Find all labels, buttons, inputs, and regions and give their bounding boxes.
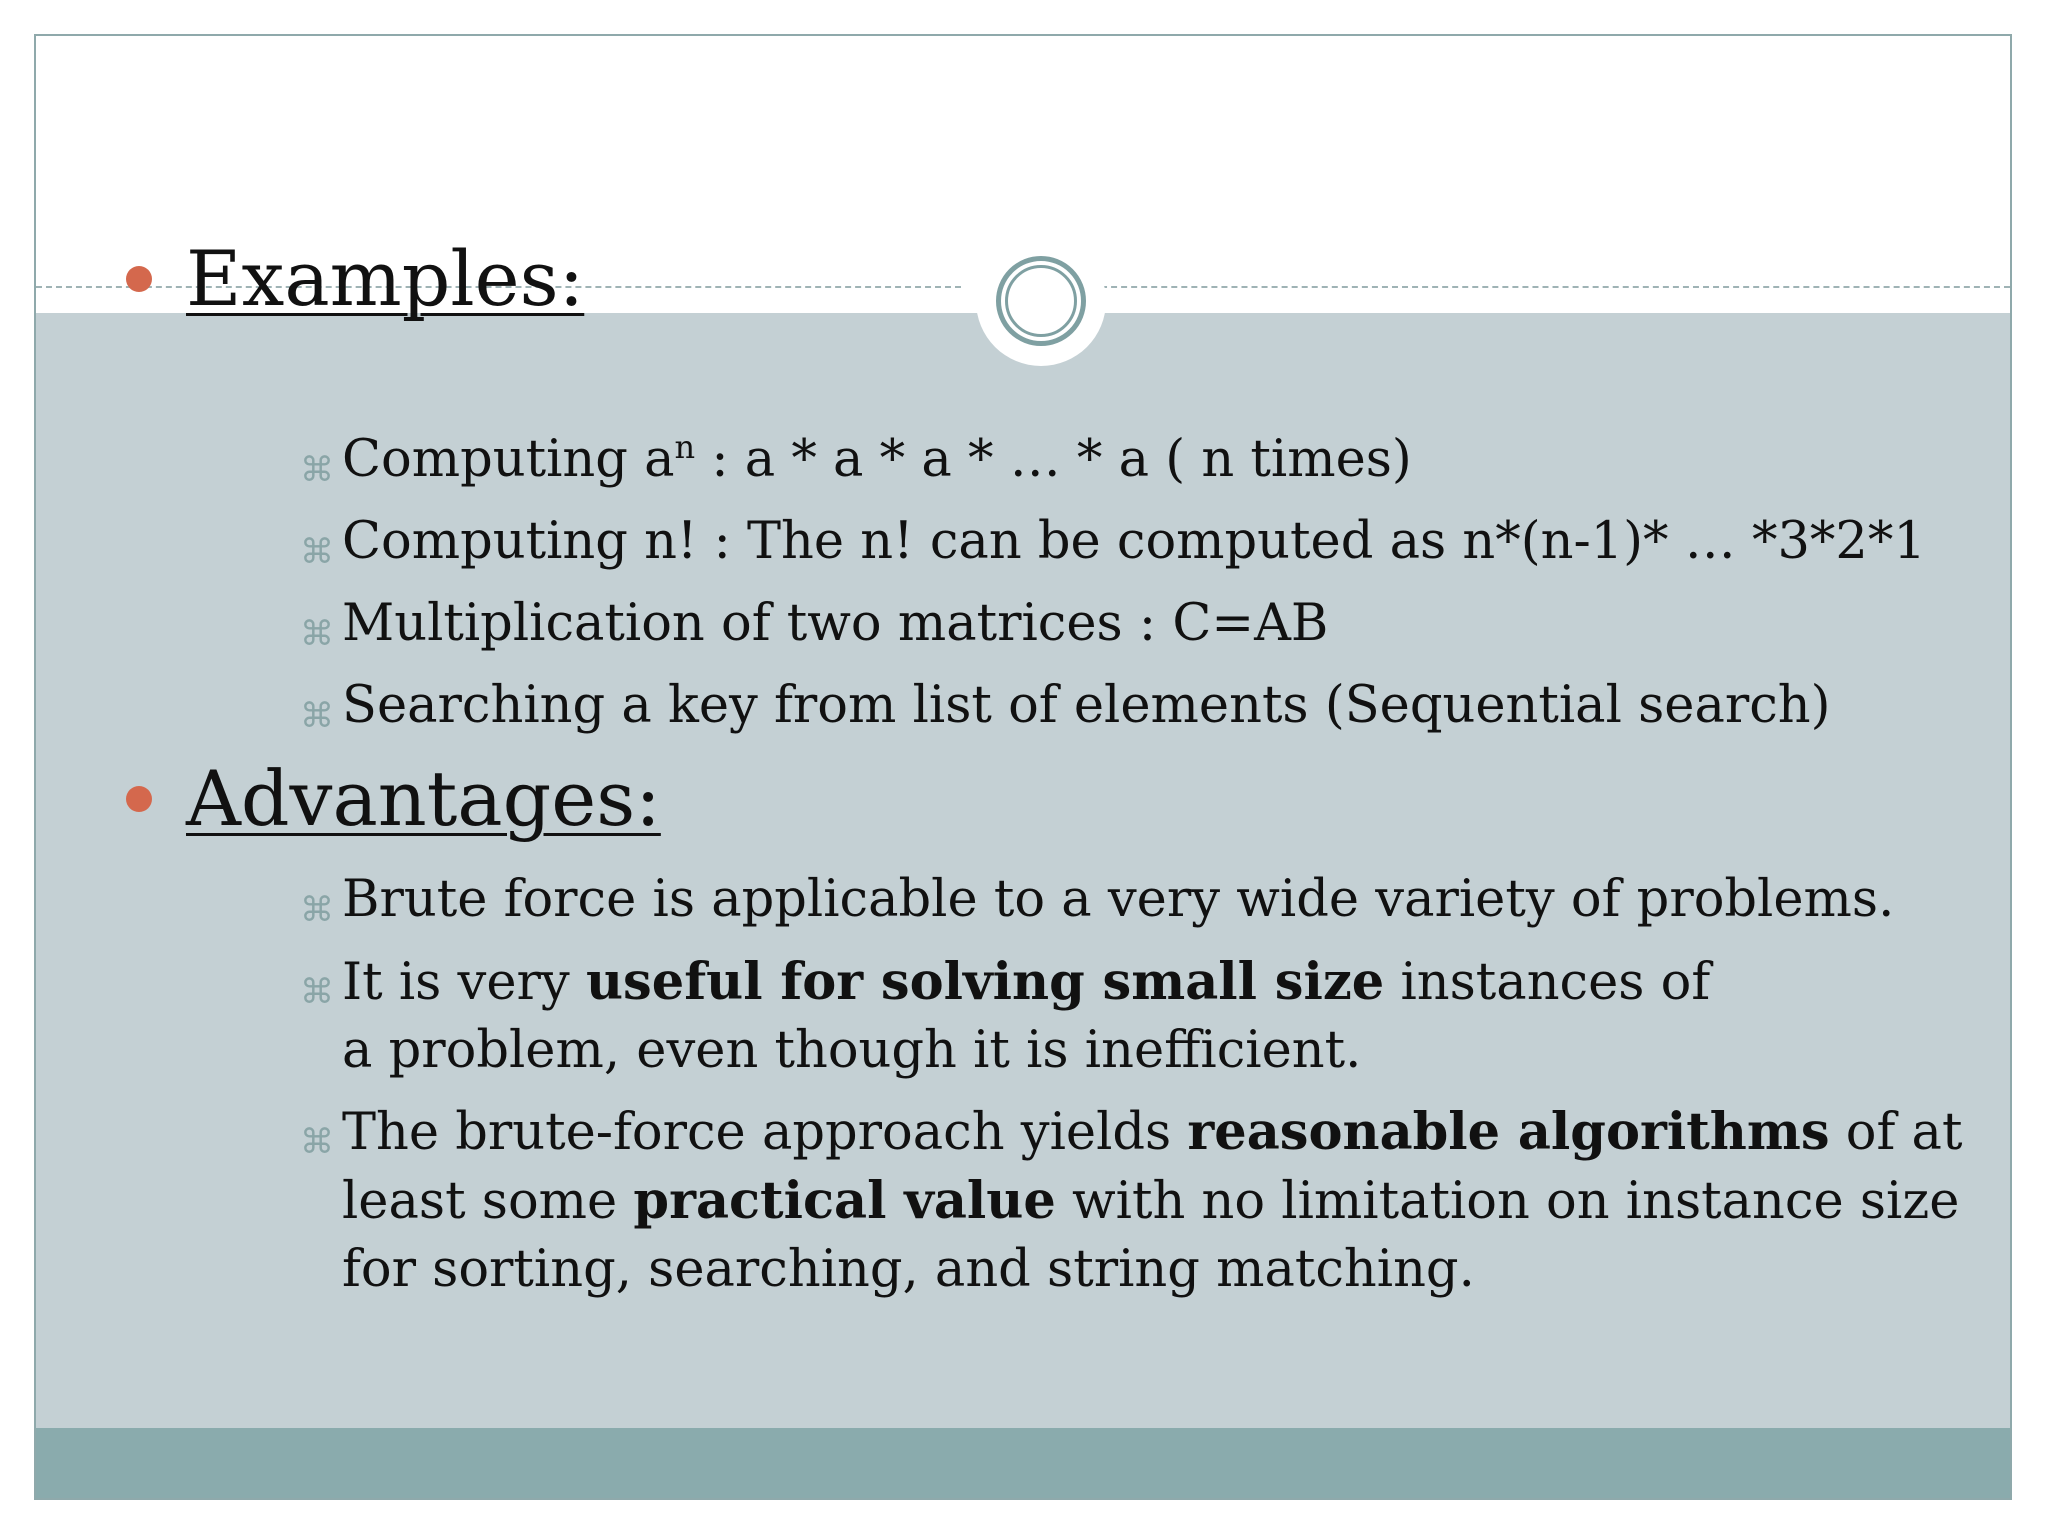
- list-item-text: Computing $a^n$ : a * a * a * … * a ( n times): [342, 428, 1412, 489]
- superscript: n: [674, 428, 696, 466]
- advantages-heading-label: Advantages:: [186, 754, 661, 843]
- list-item-text: It is very useful for solving small size instances of a problem, even though it is inefficient.: [342, 952, 1711, 1080]
- list-item-text: Computing n! : The n! can be computed as n*(n-1)* … *3*2*1: [342, 512, 1926, 571]
- examples-heading: [126, 234, 584, 323]
- sub-bullet-icon: ⌘: [300, 614, 334, 654]
- list-item-text: Multiplication of two matrices : C=AB: [342, 594, 1329, 653]
- list-item-text: Searching a key from list of elements (Sequential search): [342, 676, 1831, 735]
- divider-line-right: [1091, 286, 2010, 288]
- sub-bullet-icon: ⌘: [300, 972, 334, 1012]
- slide: [34, 34, 2012, 1500]
- examples-heading-label: Examples:: [186, 234, 585, 323]
- circle-ornament-inner: [1005, 265, 1077, 337]
- footer-band: [36, 1428, 2010, 1498]
- sub-bullet-icon: ⌘: [300, 450, 334, 490]
- list-item-text: The brute-force approach yields reasonable algorithms of at least some practical value with no limitation on instance size for sorting, searching, and string matching.: [342, 1102, 1963, 1299]
- bullet-dot-icon: [126, 786, 152, 812]
- list-item-text: Brute force is applicable to a very wide variety of problems.: [342, 870, 1895, 929]
- sub-bullet-icon: ⌘: [300, 532, 334, 572]
- sub-bullet-icon: ⌘: [300, 1122, 334, 1162]
- sub-bullet-icon: ⌘: [300, 696, 334, 736]
- sub-bullet-icon: ⌘: [300, 890, 334, 930]
- advantages-heading: [126, 754, 661, 843]
- bullet-dot-icon: [126, 266, 152, 292]
